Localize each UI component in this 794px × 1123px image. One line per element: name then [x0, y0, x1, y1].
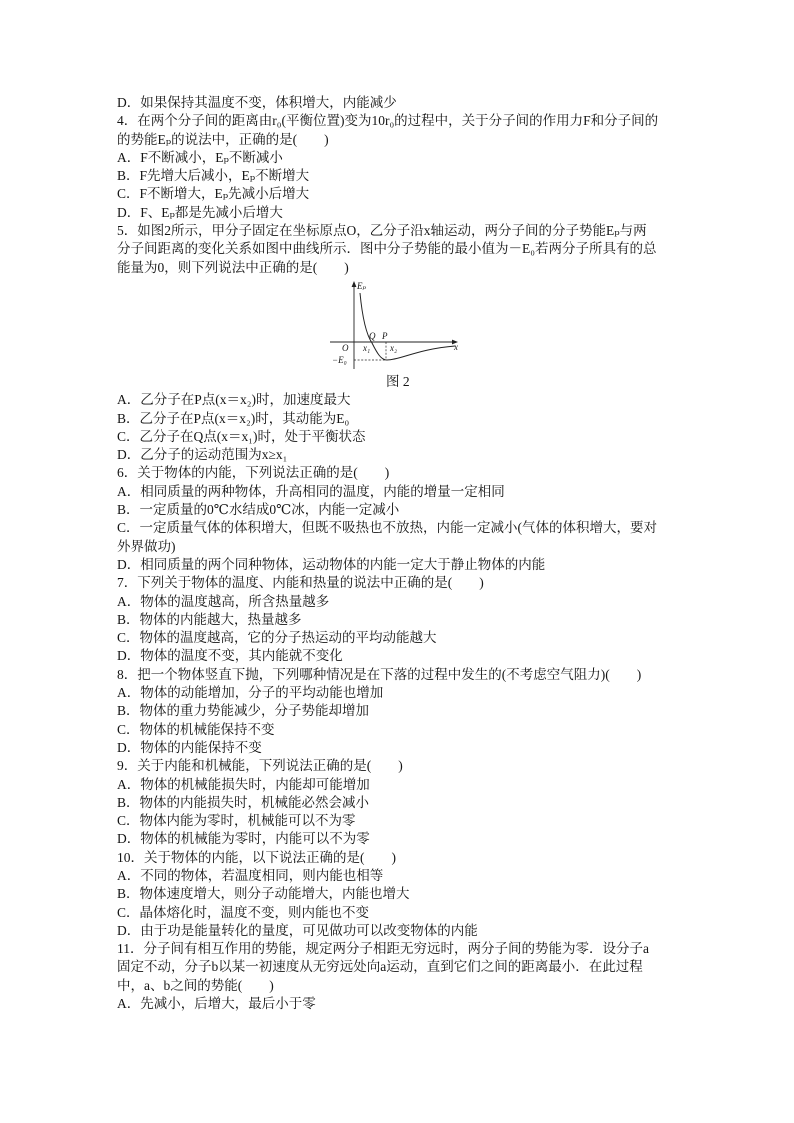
q3-option-d: D．如果保持其温度不变，体积增大，内能减少	[117, 95, 397, 110]
question-9	[117, 757, 717, 848]
question-11	[117, 940, 717, 1013]
q5-option-d: D．乙分子的运动范围为x≥x₁	[117, 447, 288, 463]
q6-option-b: B．一定质量的0℃水结成0℃冰，内能一定减小	[117, 502, 400, 518]
potential-energy-curve	[360, 293, 455, 360]
q11-stem-line-1: 11．分子间有相互作用的势能，规定两分子相距无穷远时，两分子间的势能为零．设分子a	[117, 941, 649, 957]
q6-option-c-line-2: 外界做功)	[117, 538, 176, 554]
question-5	[117, 222, 717, 464]
q9-option-c: C．物体内能为零时，机械能可以不为零	[117, 813, 356, 829]
q7-option-b: B．物体的内能越大，热量越多	[117, 611, 302, 627]
q4-option-b: B．F先增大后减小，Eₚ不断增大	[117, 168, 310, 184]
q6-option-d: D．相同质量的两个同种物体，运动物体的内能一定大于静止物体的内能	[117, 556, 546, 572]
x1-label: x₁	[363, 342, 371, 353]
q6-stem: 6．关于物体的内能，下列说法正确的是( )	[117, 465, 390, 481]
origin-label: O	[342, 342, 349, 353]
q9-option-a: A．物体的机械能损失时，内能却可能增加	[117, 776, 370, 792]
q8-option-b: B．物体的重力势能减少，分子势能却增加	[117, 703, 370, 719]
q11-option-a: A．先减小，后增大，最后小于零	[117, 996, 316, 1012]
min-energy-label: −E₀	[332, 354, 347, 365]
q7-option-a: A．物体的温度越高，所含热量越多	[117, 593, 330, 609]
q9-option-b: B．物体的内能损失时，机械能必然会减小	[117, 794, 370, 810]
q5-option-a: A．乙分子在P点(x＝x₂)时，加速度最大	[117, 392, 351, 408]
y-axis-label: Eₚ	[357, 280, 367, 291]
point-q-label: Q	[369, 330, 376, 341]
q8-option-d: D．物体的内能保持不变	[117, 739, 262, 755]
q8-option-a: A．物体的动能增加，分子的平均动能也增加	[117, 685, 384, 701]
question-7	[117, 574, 717, 665]
q11-stem-line-2: 固定不动，分子b以某一初速度从无穷远处向a运动，直到它们之间的距离最小．在此过程	[117, 959, 643, 975]
q6-option-c-line-1: C．一定质量气体的体积增大，但既不吸热也不放热，内能一定减小(气体的体积增大，要对	[117, 520, 657, 536]
y-axis-arrow	[352, 281, 357, 287]
potential-energy-graph	[328, 279, 463, 373]
question-8	[117, 666, 717, 757]
x-axis-label: x	[454, 341, 458, 352]
q7-stem: 7．下列关于物体的温度、内能和热量的说法中正确的是( )	[117, 575, 484, 591]
q10-stem: 10．关于物体的内能，以下说法正确的是( )	[117, 849, 396, 865]
q10-option-d: D．由于功是能量转化的量度，可见做功可以改变物体的内能	[117, 922, 478, 938]
figure-caption: 图 2	[386, 373, 410, 389]
q5-option-c: C．乙分子在Q点(x＝x₁)时，处于平衡状态	[117, 428, 366, 444]
q5-option-b: B．乙分子在P点(x＝x₂)时，其动能为E₀	[117, 410, 350, 426]
q4-option-a: A．F不断减小，Eₚ不断减小	[117, 149, 283, 165]
q8-stem: 8．把一个物体竖直下抛，下列哪种情况是在下落的过程中发生的(不考虑空气阻力)( )	[117, 666, 642, 682]
potential-energy-figure	[117, 277, 717, 373]
question-4	[117, 112, 717, 222]
question-10	[117, 849, 717, 940]
q11-stem-line-3: 中，a、b之间的势能( )	[117, 977, 274, 993]
q5-stem-line-1: 5．如图2所示，甲分子固定在坐标原点O，乙分子沿x轴运动，两分子间的分子势能Eₚ与两	[117, 223, 647, 239]
exam-page	[117, 94, 717, 1013]
q9-stem: 9．关于内能和机械能，下列说法正确的是( )	[117, 758, 403, 774]
q10-option-a: A．不同的物体，若温度相同，则内能也相等	[117, 867, 384, 883]
q7-option-c: C．物体的温度越高，它的分子热运动的平均动能越大	[117, 630, 437, 646]
question-6	[117, 464, 717, 574]
q7-option-d: D．物体的温度不变，其内能就不变化	[117, 648, 343, 664]
q9-option-d: D．物体的机械能为零时，内能可以不为零	[117, 831, 370, 847]
q5-stem-line-3: 能量为0，则下列说法中正确的是( )	[117, 259, 349, 275]
q4-option-c: C．F不断增大，Eₚ先减小后增大	[117, 186, 310, 202]
q5-stem-line-2: 分子间距离的变化关系如图中曲线所示．图中分子势能的最小值为－E₀若两分子所具有的总	[117, 241, 657, 257]
q4-option-d: D．F、Eₚ都是先减小后增大	[117, 204, 283, 220]
q6-option-a: A．相同质量的两种物体，升高相同的温度，内能的增量一定相同	[117, 483, 505, 499]
x2-label: x₂	[390, 342, 398, 353]
q10-option-b: B．物体速度增大，则分子动能增大，内能也增大	[117, 886, 410, 902]
q8-option-c: C．物体的机械能保持不变	[117, 721, 275, 737]
q10-option-c: C．晶体熔化时，温度不变，则内能也不变	[117, 904, 370, 920]
q4-stem-line-1: 4．在两个分子间的距离由r₀(平衡位置)变为10r₀的过程中，关于分子间的作用力F和分子间的	[117, 113, 659, 129]
q4-stem-line-2: 的势能Eₚ的说法中，正确的是( )	[117, 131, 329, 147]
point-p-label: P	[382, 330, 388, 341]
